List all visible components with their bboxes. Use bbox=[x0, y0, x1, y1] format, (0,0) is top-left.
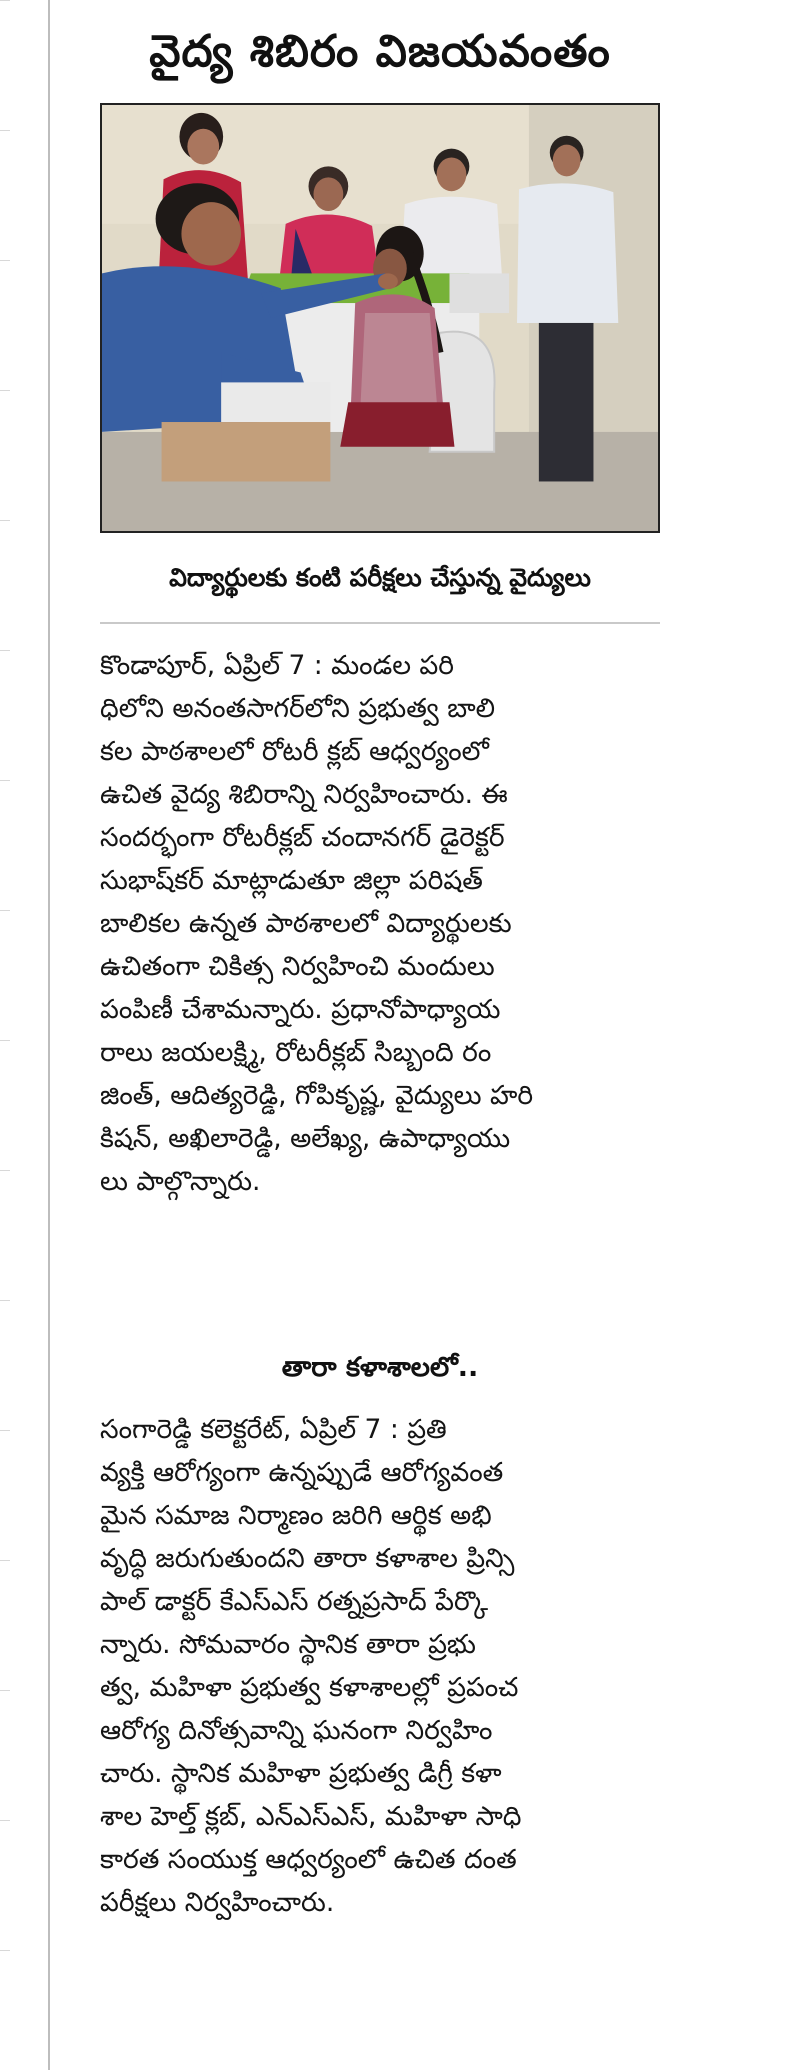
news-photo bbox=[100, 103, 660, 533]
text-line: సందర్భంగా రోటరీక్లబ్ చందానగర్ డైరెక్టర్ bbox=[100, 822, 505, 853]
text-line: ఉచిత వైద్య శిబిరాన్ని నిర్వహించారు. ఈ bbox=[100, 779, 508, 810]
text-line: సంగారెడ్డి కలెక్టరేట్, ఏప్రిల్ 7 : ప్రతి bbox=[100, 1414, 447, 1445]
text-line: బాలికల ఉన్నత పాఠశాలలో విద్యార్థులకు bbox=[100, 908, 512, 939]
article-paragraph-1 bbox=[100, 644, 660, 1203]
photo-caption: విద్యార్థులకు కంటి పరీక్షలు చేస్తున్న వైద్యులు bbox=[169, 563, 591, 592]
article-subheading: తారా కళాశాలలో.. bbox=[281, 1352, 479, 1383]
text-line: రాలు జయలక్ష్మి, రోటరీక్లబ్ సిబ్బంది రం bbox=[100, 1037, 492, 1068]
text-line: సుభాష్‌కర్ మాట్లాడుతూ జిల్లా పరిషత్ bbox=[100, 865, 483, 896]
text-line: చారు. స్థానిక మహిళా ప్రభుత్వ డిగ్రీ కళా bbox=[100, 1758, 502, 1789]
text-line: ఉచితంగా చికిత్స నిర్వహించి మందులు bbox=[100, 951, 495, 982]
left-margin-ticks bbox=[0, 0, 10, 2070]
eye-checkup-photo bbox=[102, 105, 658, 531]
text-line: కొండాపూర్, ఏప్రిల్ 7 : మండల పరి bbox=[100, 650, 454, 681]
text-line: త్వ, మహిళా ప్రభుత్వ కళాశాలల్లో ప్రపంచ bbox=[100, 1672, 519, 1703]
text-line: కారత సంయుక్త ఆధ్వర్యంలో ఉచిత దంత bbox=[100, 1844, 517, 1875]
text-line: మైన సమాజ నిర్మాణం జరిగి ఆర్థిక అభి bbox=[100, 1500, 492, 1531]
text-line: న్నారు. సోమవారం స్థానిక తారా ప్రభు bbox=[100, 1629, 476, 1660]
text-line: పంపిణీ చేశామన్నారు. ప్రధానోపాధ్యాయ bbox=[100, 994, 501, 1025]
text-line: జింత్, ఆదిత్యరెడ్డి, గోపికృష్ణ, వైద్యులు హరి bbox=[100, 1080, 534, 1111]
text-line: శాల హెల్త్ క్లబ్, ఎన్ఎస్ఎస్, మహిళా సాధి bbox=[100, 1801, 522, 1832]
text-line: కల పాఠశాలలో రోటరీ క్లబ్ ఆధ్వర్యంలో bbox=[100, 736, 489, 767]
text-line: ధిలోని అనంతసాగర్‌లోని ప్రభుత్వ బాలి bbox=[100, 693, 496, 724]
text-line: పాల్ డాక్టర్ కేఎస్ఎస్ రత్నప్రసాద్ పేర్కొ bbox=[100, 1586, 489, 1617]
column-divider bbox=[48, 0, 50, 2070]
text-line: వ్యక్తి ఆరోగ్యంగా ఉన్నప్పుడే ఆరోగ్యవంత bbox=[100, 1457, 504, 1488]
text-line: వృద్ధి జరుగుతుందని తారా కళాశాల ప్రిన్సి bbox=[100, 1543, 515, 1574]
caption-divider bbox=[100, 622, 660, 624]
text-line: కిషన్, అఖిలారెడ్డి, అలేఖ్య, ఉపాధ్యాయు bbox=[100, 1123, 511, 1154]
text-line: లు పాల్గొన్నారు. bbox=[100, 1166, 261, 1197]
text-line: ఆరోగ్య దినోత్సవాన్ని ఘనంగా నిర్వహిం bbox=[100, 1715, 493, 1746]
text-line: పరీక్షలు నిర్వహించారు. bbox=[100, 1887, 335, 1918]
article-headline: వైద్య శిబిరం విజయవంతం bbox=[149, 26, 611, 77]
article-paragraph-2 bbox=[100, 1408, 660, 1924]
